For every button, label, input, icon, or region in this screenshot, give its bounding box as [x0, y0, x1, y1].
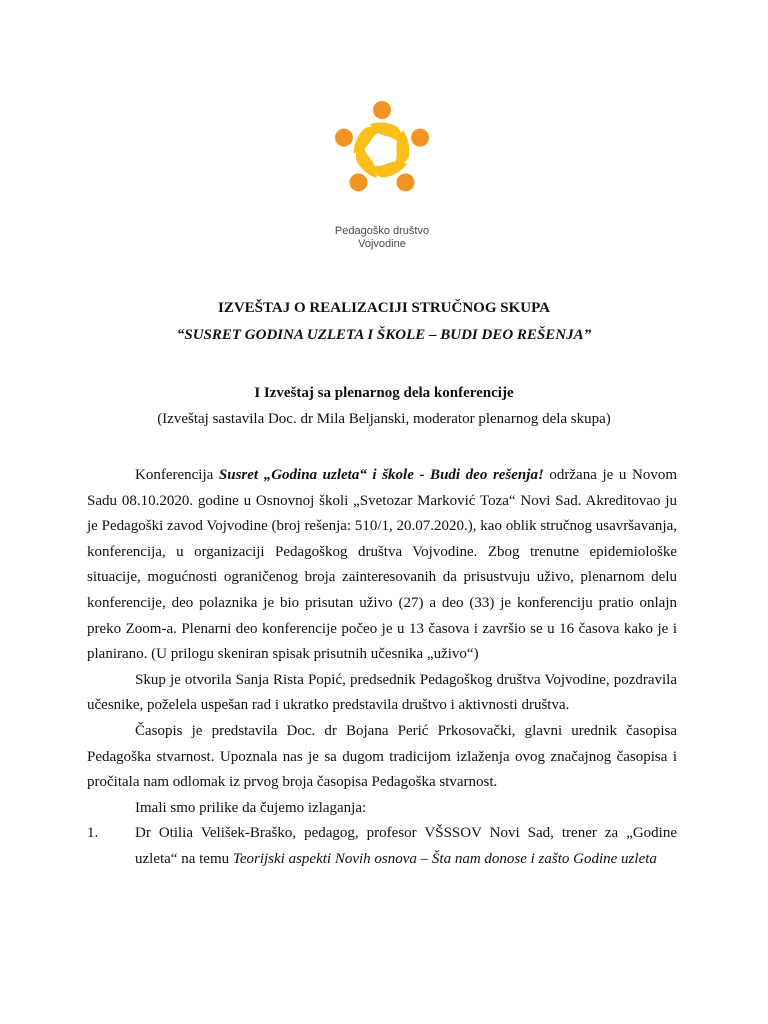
paragraph-journal: Časopis je predstavila Doc. dr Bojana Perić Prkosovački, glavni urednik časopisa Pedagoška stvarnost. Upoznala nas je sa dugom tradicijom izlaženja ovog značajnog časopisa i pročitala nam odlomak iz prvog broja časopisa Pedagoška stvarnost. — [87, 722, 677, 791]
paragraph-conference-rest: održana je u Novom Sadu 08.10.2020. godine u Osnovnoj školi „Svetozar Marković Toza“ Novi Sad. Akreditovao ju je Pedagoški zavod Vojvodine (broj rešenja: 510/1, 20.07.2020.), kao oblik stručnog usavršavanja, konferencija, u organizaciji Pedagoškog društva Vojvodine. Zbog trenutne epidemiološke situacije, mogućnosti ograničenog broja zainteresovanih da prisustvuju uživo, plenarnom delu konferencije, deo polaznika je bio prisutan uživo (27) a deo (33) je konferenciju pratio onlajn preko Zoom-a. Plenarni deo konferencije počeo je u 13 časova i završio se u 16 časova kako je i planirano. (U prilogu skeniran spisak prisutnih učesnika „uživo“) — [87, 467, 677, 663]
list-item-number: 1. — [87, 825, 99, 842]
paragraph-conference-prefix: Konferencija — [135, 467, 219, 483]
list-item-text: Dr Otilia Velišek-Braško, pedagog, profesor VŠSSOV Novi Sad, trener za „Godine uzleta“ na temu — [135, 825, 677, 867]
event-name: Susret „Godina uzleta“ i škole - Budi deo rešenja! — [218, 467, 544, 483]
five-figures-circle-logo — [324, 92, 440, 208]
organization-name-line2: Vojvodine — [358, 238, 406, 250]
organization-name-line1: Pedagoško društvo — [334, 225, 430, 237]
author-note: (Izveštaj sastavila Doc. dr Mila Beljanski, moderator plenarnog dela skupa) — [157, 411, 611, 427]
paragraph-presentations-intro: Imali smo prilike da čujemo izlaganja: — [135, 799, 367, 816]
report-body — [87, 463, 677, 873]
organization-name — [300, 225, 464, 251]
paragraph-opening: Skup je otvorila Sanja Rista Popić, predsednik Pedagoškog društva Vojvodine, pozdravila učesnike, poželela uspešan rad i ukratko predstavila društvo i aktivnosti društva. — [87, 671, 677, 714]
document-subtitle: “SUSRET GODINA UZLETA I ŠKOLE – BUDI DEO REŠENJA” — [176, 327, 592, 343]
list-item — [87, 821, 677, 872]
section-heading: I Izveštaj sa plenarnog dela konferencije — [254, 385, 514, 401]
paragraph-conference — [87, 463, 677, 668]
document-title: IZVEŠTAJ O REALIZACIJI STRUČNOG SKUPA — [217, 300, 550, 316]
list-item-topic: Teorijski aspekti Novih osnova – Šta nam donose i zašto Godine uzleta — [232, 850, 657, 867]
list-item-body — [135, 821, 677, 872]
